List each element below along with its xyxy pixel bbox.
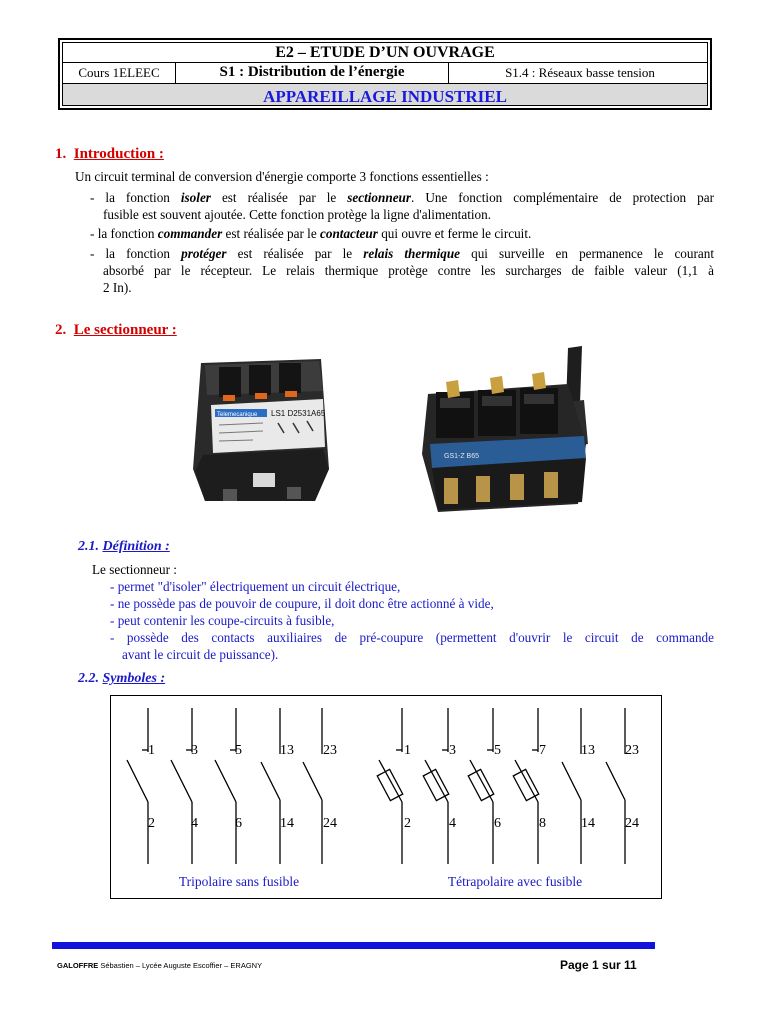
intro-item-2: - la fonction commander est réalisée par le contacteur qui ouvre et ferme le circuit. — [90, 226, 532, 241]
definition-item-3: - peut contenir les coupe-circuits à fusible, — [110, 613, 335, 628]
header-subsection: S1.4 : Réseaux basse tension — [505, 65, 655, 80]
header-info-row — [63, 62, 707, 84]
left-bottom-label: 2 — [148, 816, 155, 831]
footer-author-rest: Sébastien – Lycée Auguste Escoffier – ERAGNY — [98, 961, 263, 970]
symboles-heading — [78, 671, 165, 687]
page-number: Page 1 sur 11 — [560, 958, 637, 972]
right-symbol-caption: Tétrapolaire avec fusible — [447, 874, 583, 889]
photo1-brand: Telemecanique — [217, 412, 258, 418]
definition-heading — [78, 539, 170, 555]
left-bottom-label: 4 — [191, 816, 198, 831]
intro-heading — [55, 146, 164, 163]
right-bottom-label: 4 — [449, 816, 456, 831]
right-top-label: 5 — [494, 743, 501, 758]
symbols-frame — [110, 695, 662, 899]
intro-item-3: - la fonction protéger est réalisée par le relais thermique qui surveille en permanence le courant absorbé par le récepteur. Le relais thermique protège contre les surcharges de faible valeur (1,1 à 2 In). — [90, 246, 714, 295]
header-section: S1 : Distribution de l’énergie — [176, 62, 449, 83]
right-top-label: 23 — [625, 743, 639, 758]
definition-item-4: - possède des contacts auxiliaires de pré-coupure (permettent d'ouvrir le circuit de commande — [110, 630, 714, 645]
left-top-label: 1 — [148, 743, 155, 758]
definition-lead: Le sectionneur : — [92, 562, 177, 577]
footer-author-name: GALOFFRE — [57, 961, 99, 970]
document-header — [58, 38, 712, 110]
photo2-ref: GS1-Z B65 — [444, 453, 480, 460]
sectionneur-number: 2. — [55, 322, 67, 338]
left-top-label: 5 — [235, 743, 242, 758]
symbols-drawing — [111, 696, 661, 898]
right-bottom-label: 8 — [539, 816, 546, 831]
sectionneur-title: Le sectionneur : — [73, 322, 177, 338]
footer-bar — [52, 942, 655, 949]
definition-title: Définition : — [102, 539, 170, 554]
left-bottom-label: 14 — [280, 816, 294, 831]
right-top-label: 7 — [539, 743, 546, 758]
left-symbol-caption: Tripolaire sans fusible — [178, 874, 300, 889]
left-top-label: 13 — [280, 743, 294, 758]
left-top-label: 3 — [191, 743, 198, 758]
header-title: E2 – ETUDE D’UN OUVRAGE — [63, 43, 707, 63]
definition-number: 2.1. — [78, 539, 99, 554]
intro-item-1: - la fonction isoler est réalisée par le sectionneur. Une fonction complémentaire de protection par fusible est souvent ajoutée. Cette fonction protège la ligne d'alimentation. — [90, 190, 714, 222]
left-bottom-label: 24 — [323, 816, 337, 831]
right-top-label: 13 — [581, 743, 595, 758]
right-top-label: 1 — [404, 743, 411, 758]
right-bottom-label: 24 — [625, 816, 639, 831]
right-bottom-label: 2 — [404, 816, 411, 831]
intro-title: Introduction : — [73, 146, 164, 162]
definition-item-2: - ne possède pas de pouvoir de coupure, il doit donc être actionné à vide, — [110, 596, 494, 611]
intro-number: 1. — [55, 146, 67, 162]
sectionneur-photo-2 — [418, 344, 600, 516]
sectionneur-photo-1 — [183, 351, 339, 513]
right-top-label: 3 — [449, 743, 456, 758]
definition-item-4-cont: avant le circuit de puissance). — [122, 647, 279, 662]
definition-item-1: - permet "d'isoler" électriquement un circuit électrique, — [110, 579, 401, 594]
left-bottom-label: 6 — [235, 816, 242, 831]
symboles-number: 2.2. — [78, 671, 99, 686]
left-top-label: 23 — [323, 743, 337, 758]
sectionneur-heading — [55, 322, 177, 339]
header-main-title: APPAREILLAGE INDUSTRIEL — [63, 84, 707, 105]
right-bottom-label: 6 — [494, 816, 501, 831]
footer-author — [57, 961, 262, 970]
intro-lead: Un circuit terminal de conversion d'énergie comporte 3 fonctions essentielles : — [75, 169, 489, 184]
photo1-ref: LS1 D2531A65 — [271, 409, 326, 418]
symboles-title: Symboles : — [102, 671, 166, 686]
right-bottom-label: 14 — [581, 816, 595, 831]
header-course: Cours 1ELEEC — [63, 62, 176, 83]
